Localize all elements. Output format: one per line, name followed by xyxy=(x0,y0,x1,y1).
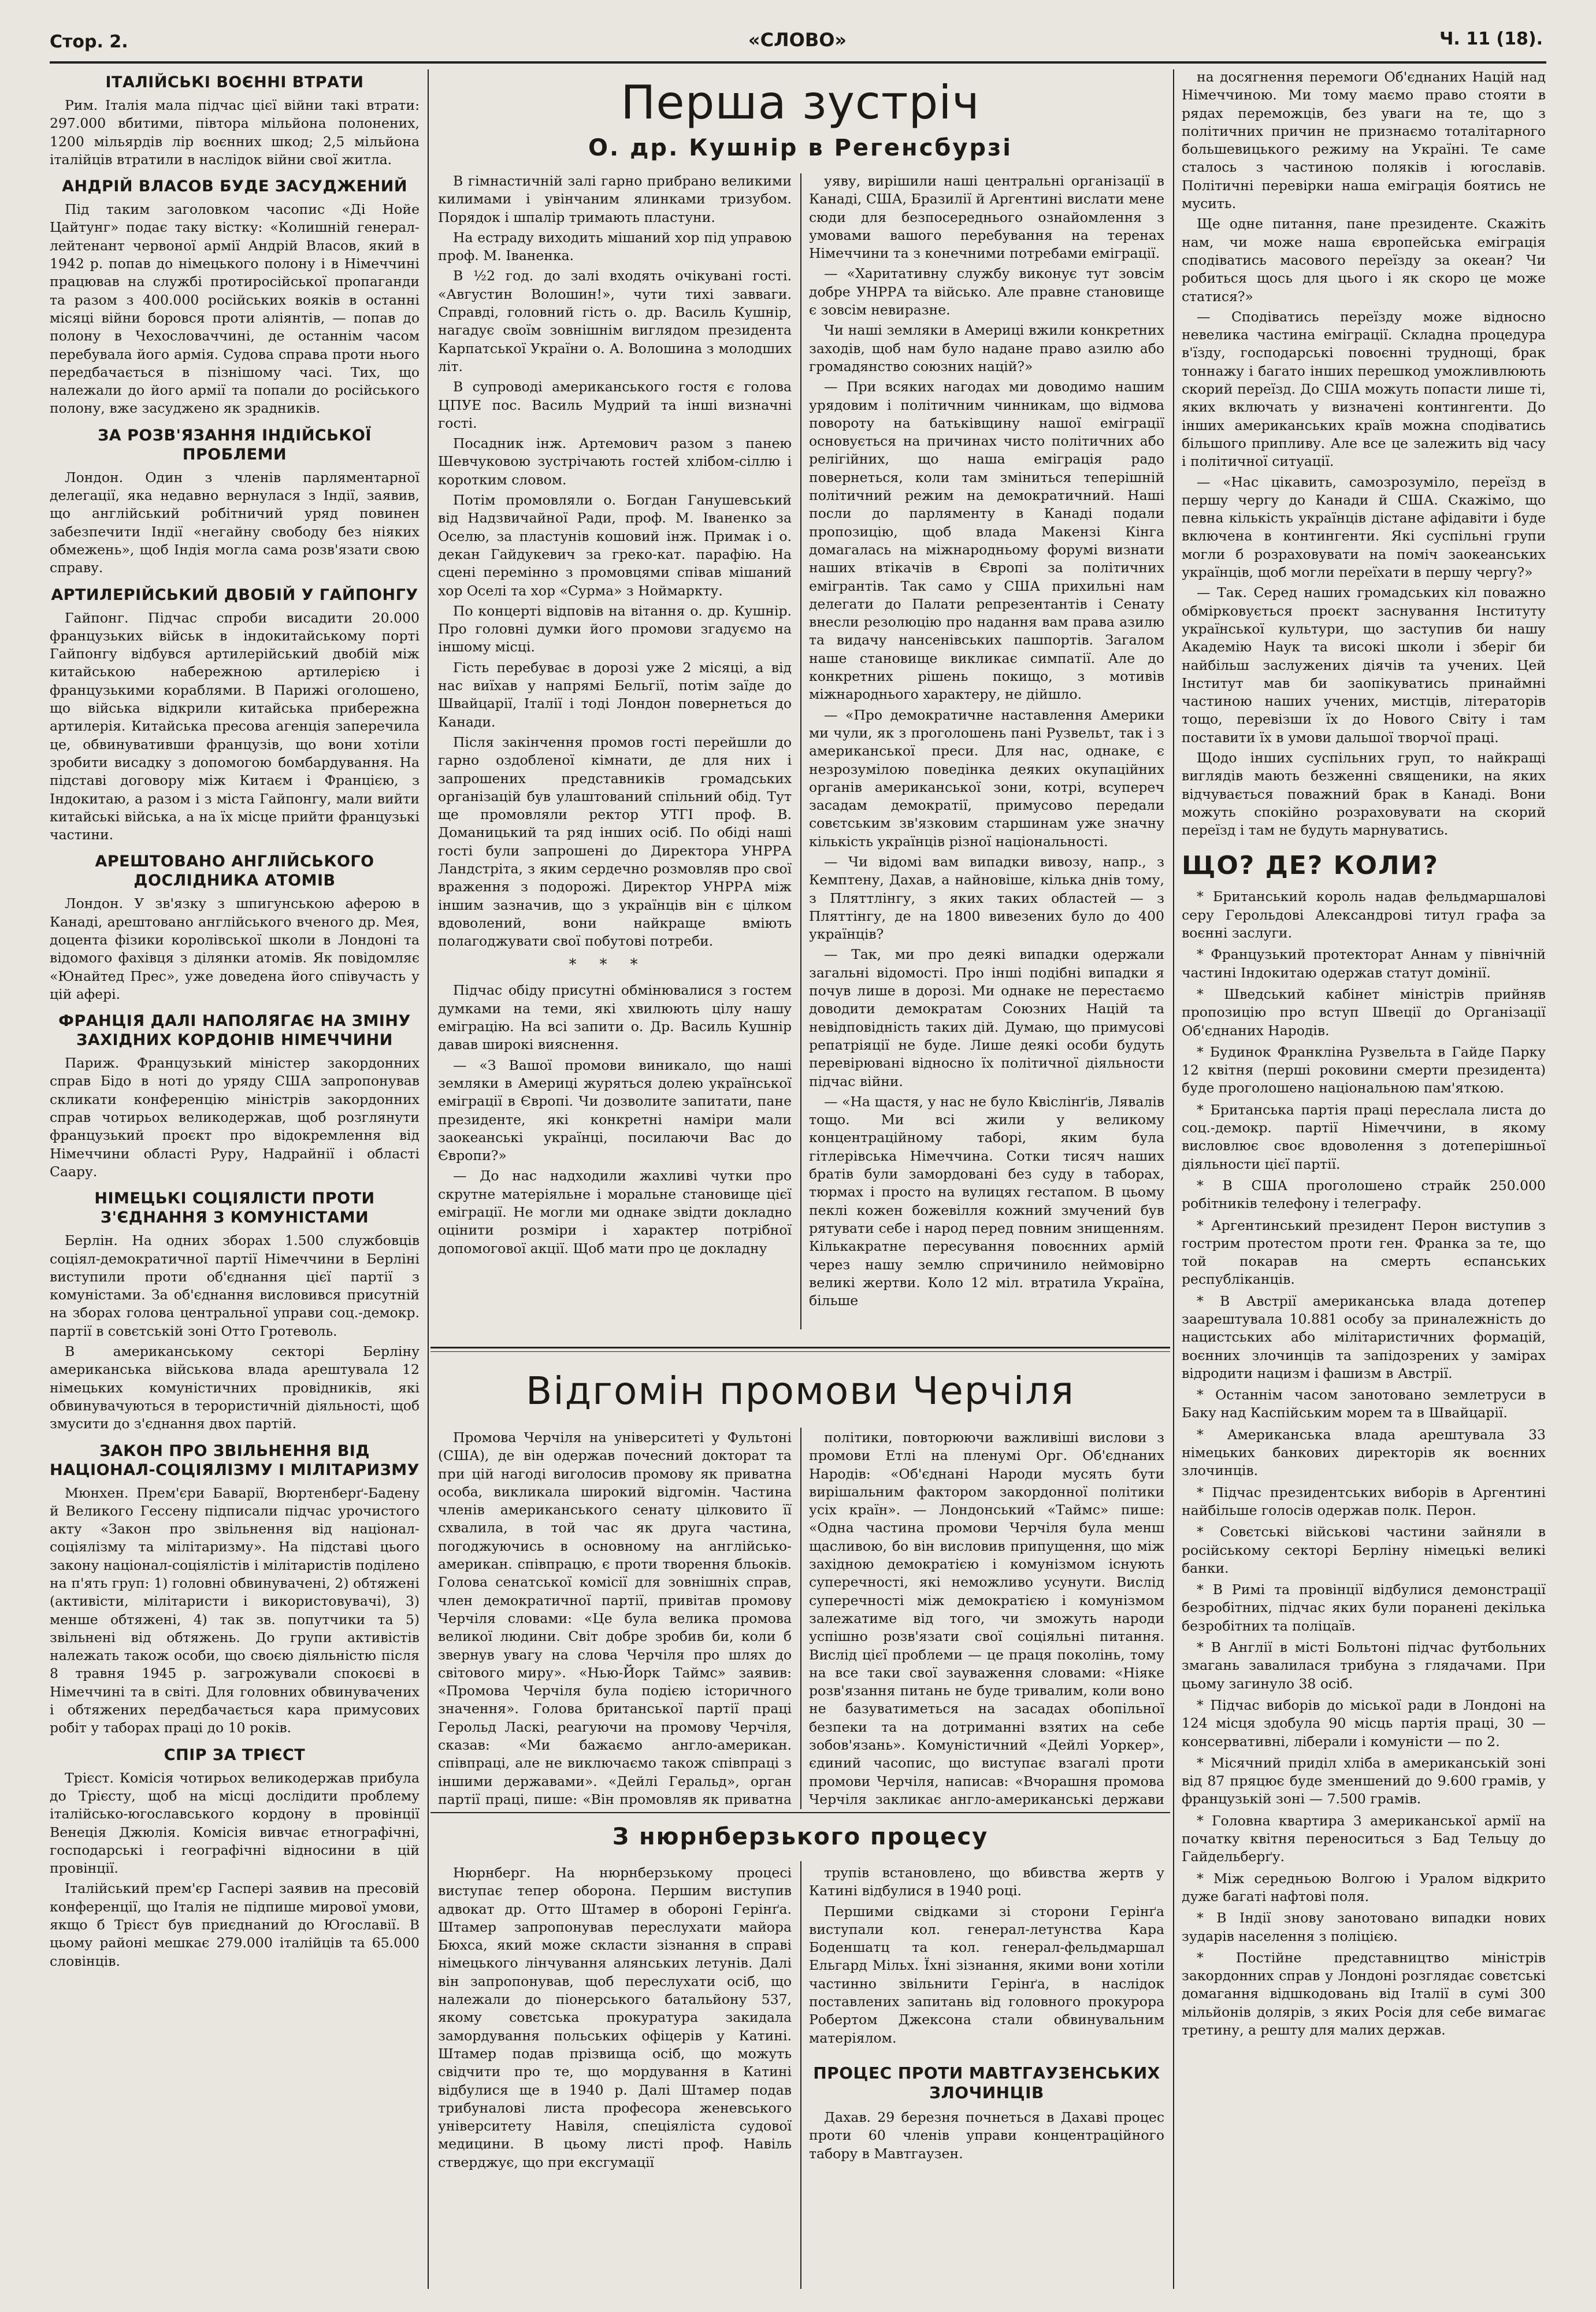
brief-paragraph: Гайпонг. Підчас спроби висадити 20.000 французьких військ в індокитайському порті Гайпонгу відбувся артилерійський двобій між китайською набережною артилерією і французькими кораблями. В Парижі оголошено, що війська відкрили китайська прибережна артилерія. Китайська пресова агенція заперечила це, обвинувативши французів, що вони хотіли зробити висадку з допомогою бомбардування. На підставі договору між Китаєм і Францією, з Індокитаю, а разом і з міста Гайпонгу, мали вийти китайські війська, а на їх місце прийти французькі частини. xyxy=(50,609,420,843)
main-article-continued xyxy=(1182,68,1546,839)
brief-paragraph: Трієст. Комісія чотирьох великодержав прибула до Трієсту, щоб на місці дослідити проблему італійсько-югославського кордону в провінції Венеція Джюлія. Комісія вивчає етнографічні, господарські і географічні відносини в цій провінції. xyxy=(50,1769,420,1877)
news-item: * Французький протекторат Аннам у північній частині Індокитаю одержав статут домінії. xyxy=(1182,946,1546,981)
main-headline: Перша зустріч xyxy=(621,76,980,129)
right-column xyxy=(1182,68,1546,2291)
news-item: * В Римі та провінції відбулися демонстрації безробітних, підчас яких були поранені декілька безробітних та поліцаїв. xyxy=(1182,1581,1546,1634)
brief-headline: АРЕШТОВАНО АНГЛІЙСЬКОГО ДОСЛІДНИКА АТОМІВ xyxy=(95,853,374,890)
column-rule xyxy=(428,69,429,2289)
brief-paragraph: Під таким заголовком часопис «Ді Нойе Цайтунг» подає таку вістку: «Колишній генерал-лейтенант червоної армії Андрій Власов, який в 1942 р. попав до німецького полону і в Німеччині працював на службі протиросійської пропаганди та разом з 400.000 російських вояків в останні місяці війни боровся проти аліянтів, — попав до полону в Чехословаччині, де останнім часом перебувала його армія. Судова справа проти нього передбачається в пізнішому часі. Тих, що належали до його армії та попали до російського полону, вже засуджено як зрадників. xyxy=(50,201,420,417)
churchill-column-a xyxy=(438,1429,792,1810)
churchill-paragraph: політики, повторюючи важливіші вислови з промови Етлі на пленумі Орг. Об'єднаних Народів: «Об'єднані Народи мусять бути вирішальним фактором закордонної політики усіх країн». — Лондонський «Таймс» пише: «Одна частина промови Черчіля була менш щасливою, бо він висловив припущення, що між західною демократією і комунізмом існують суперечності, які неможливо усунути. Вислід суперечності між демократією і комунізмом залежатиме від того, чи зможуть народи успішно розв'язати свої соціяльні питання. Вислід цієї проблеми — це праця поколінь, тому на все таки свої зауваження словами: «Ніяке розв'язання питань не буде тривалим, коли воно не базуватиметься на засадах обопільної безпеки та на дотриманні взятих на себе зобов'язань». Комуністичний «Дейлі Уоркер», єдиний часопис, що виступає взагалі проти промови Черчіля, написав: «Вчорашня промова Черчіля закликає англо-американські держави xyxy=(809,1429,1164,1807)
news-item: * Совєтські військові частини зайняли в російському секторі Берліну німецькі великі банки. xyxy=(1182,1524,1546,1576)
brief-paragraph: Лондон. Один з членів парляментарної делегації, яка недавно вернулася з Індії, заявив, що англійський робітничий уряд повинен забезпечити Індії «негайну свободу без ніяких обмежень», щоб Індія могла сама розв'язати свою справу. xyxy=(50,469,420,576)
page-number: Стор. 2. xyxy=(50,32,128,52)
nuremberg-column-a xyxy=(438,1864,792,2292)
article-paragraph: на досягнення перемоги Об'єднаних Націй над Німеччиною. Ми тому маємо право стояти в рядах переможців, без уваги на те, що з політичних причин не признаємо тоталітарного большевицького режиму на Україні. Те саме сталось з частиною поляків і югославів. Політичні перевірки наша еміграція боятись не мусить. xyxy=(1182,69,1546,212)
article-paragraph: — «Нас цікавить, самозрозуміло, переїзд в першу чергу до Канади й США. Скажімо, що певна кількість українців дістане афідавіти і буде включена в контингенти. Які суспільні групи могли б розраховувати на поміч заокеанських українців, щоб могли переїхати в першу чергу?» xyxy=(1182,473,1546,581)
article-paragraph: — Сподіватись переїзду може відносно невелика частина еміграції. Складна процедура в'їзду, господарські повоєнні труднощі, брак тоннажу і багато інших перешкод уможливлюють скорий переїзд. До США можуть попасти лише ті, яких включать у визначені контингенти. До інших американських країв можна сподіватись більшого припливу. Але все це залежить від часу і політичної ситуації. xyxy=(1182,308,1546,470)
news-item: * Головна квартира 3 американської армії на початку квітня переноситься з Бад Тельцу до Гайдельберґу. xyxy=(1182,1812,1546,1865)
brief-paragraph: Париж. Французький міністер закордонних справ Бідо в ноті до уряду США запропонував скликати конференцію міністрів закордонних справ чотирьох великодержав, щоб розглянути французький проєкт про відокремлення від Німеччини області Руру, Надрайнії і області Сааpу. xyxy=(50,1055,420,1180)
brief-paragraph: Лондон. У зв'язку з шпигунською аферою в Канаді, арештовано англійського вченого др. Мея, доцента фізики королівської школи в Лондоні та відомого фахівця з ділянки атомів. Як повідомляє «Юнайтед Прес», уже доведена його співучасть у цій афері. xyxy=(50,895,420,1002)
brief-paragraph: Рим. Італія мала підчас цієї війни такі втрати: 297.000 вбитими, півтора мільйона полонених, 1200 мільярдів лір воєнних шкод; 2,5 мільйона італійців втратили в наслідок війни свої житла. xyxy=(50,97,420,168)
brief-paragraph: Італійський прем'єр Гаспері заявив на пресовій конференції, що Італія не підпише мирової умови, якщо б Трієст був приєднаний до Югославії. В цьому районі мешкає 279.000 італійців та 65.000 словінців. xyxy=(50,1880,420,1969)
article-paragraph: — Чи відомі вам випадки вивозу, напр., з Кемптену, Дахав, а найновіше, кілька днів тому, з Пляттлінгу, з яких таких областей — з Пляттінгу, де на 1800 вивезених було до 400 українців? xyxy=(809,853,1164,943)
main-article-column-b xyxy=(809,172,1164,1343)
nuremberg-column-b xyxy=(809,1864,1164,2292)
brief-paragraph: Берлін. На одних зборах 1.500 службовців соціял-демократичної партії Німеччини в Берліні виступили проти об'єднання цієї партії з комуністами. За об'єднання висловився присутній на зборах голова центральної управи соц.-демокр. партії в совєтській зоні Отто Гротеволь. xyxy=(50,1232,420,1339)
article-paragraph: По концерті відповів на вітання о. др. Кушнір. Про головні думки його промови згадуємо на іншому місці. xyxy=(438,602,792,655)
section-rule xyxy=(430,1812,1170,1813)
news-item: * Шведський кабінет міністрів прийняв пропозицію про вступ Швеції до Організації Об'єднаних Народів. xyxy=(1182,985,1546,1039)
main-article-column-a xyxy=(438,172,792,1343)
article-paragraph: уяву, вирішили наші центральні організації в Канаді, США, Бразилії й Аргентині вислати мене сюди для безпосереднього ознайомлення з умовами вашого перебування на теренах Німеччини та з конечними потребами еміграції. xyxy=(809,173,1164,262)
brief-headline: НІМЕЦЬКІ СОЦІЯЛІСТИ ПРОТИ З'ЄДНАННЯ З КОМУНІСТАМИ xyxy=(94,1190,375,1227)
article-paragraph: Гість перебуває в дорозі уже 2 місяці, а від нас виїхав у напрямі Бельгії, потім заїде до Швайцарії, Італії і тоді Лондон повернеться до Канади. xyxy=(438,659,792,730)
article-paragraph: Ще одне питання, пане президенте. Скажіть нам, чи може наша європейська еміграція сподіватись масового переїзду за океан? Чи робиться щось для цього і як скоро це може статися?» xyxy=(1182,216,1546,305)
article-paragraph: — «Про демократичне наставлення Америки ми чули, як з проголошень пані Рузвельт, так і з американської преси. Для нас, однаке, є незрозумілою поведінка деяких окупаційних органів американської зони, котрі, всупереч засадам демократії, примусово передали совєтським зв'язковим старшинам уже значну кількість українців різної національності. xyxy=(809,706,1164,850)
article-paragraph: — При всяких нагодах ми доводимо нашим урядовим і політичним чинникам, що відмова повороту на батьківщину нашої еміграції основується на причинах чисто політичних або релігійних, що наша еміграція радо повернеться, коли там зміниться теперішній політичний режим на демократичний. Наші посли до парляменту в Канаді подали пропозицію, щоб влада Макензі Кінга домагалась на міжнародньому форумі визнати наших втікачів в Європі за політичних емігрантів. Так само у США прихильні нам делегати до Палати репрезентантів і Сенату внесли резолюцію про надання вам права азилю та видачу нансенівських пашпортів. Загалом наше становище викликає симпатії. Але до конкретних рішень покищо, з мотивів міжнароднього характеру, не дійшло. xyxy=(809,379,1164,703)
mauthausen-headline: ПРОЦЕС ПРОТИ МАВТГАУЗЕНСЬКИХ ЗЛОЧИНЦІВ xyxy=(813,2063,1160,2102)
section-separator: *** xyxy=(569,956,661,974)
news-item: * Місячний приділ хліба в американській зоні від 87 пряцює буде зменшений до 9.600 грамів, у французькій зоні — 7.500 грамів. xyxy=(1182,1754,1546,1807)
article-paragraph: Після закінчення промов гості перейшли до гарно оздобленої кімнати, де для них і запрошених представників громадських організацій був улаштований спільний обід. Тут ще промовляли ректор УТГІ проф. В. Доманицький та ряд інших осіб. По обіді наші гості були запрошені до Директора УНРРА Ландстріта, з яким сердечно розмовляв про свої враження з подорожі. Директор УНРРА між іншим зазначив, що з українців він є цілком вдоволений, вони найкраще вміють полагоджувати свої побутові потреби. xyxy=(438,733,792,950)
article-paragraph: В супроводі американського гостя є голова ЦПУЕ пос. Василь Мудрий та інші визначні гості. xyxy=(438,379,792,431)
article-paragraph: — Так. Серед наших громадських кіл поважно обмірковується проєкт заснування Інституту української культури, що заступив би нашу Академію Наук та високі школи і зберіг би найбільш заслужених діячів та учених. Цей Інститут мав би заопікуватись принаймні частиною наших учених, мистців, літераторів тощо, перевізши їх до Нового Світу і там поставити їх в умови дальшої творчої праці. xyxy=(1182,584,1546,746)
section-rule xyxy=(430,1351,1170,1352)
news-item: * Між середньою Волгою і Уралом відкрито дуже багаті нафтові поля. xyxy=(1182,1870,1546,1905)
brief-headline: АРТИЛЕРІЙСЬКИЙ ДВОБІЙ У ГАЙПОНГУ xyxy=(51,586,418,604)
news-item: * В Індії знову занотовано випадки нових зударів населення з поліцією. xyxy=(1182,1910,1546,1944)
brief-headline: ФРАНЦІЯ ДАЛІ НАПОЛЯГАЄ НА ЗМІНУ ЗАХІДНИХ КОРДОНІВ НІМЕЧЧИНИ xyxy=(58,1012,411,1050)
nuremberg-headline: З нюрнберзького процесу xyxy=(612,1824,989,1850)
article-paragraph: Підчас обіду присутні обмінювалися з гостем думками на теми, які хвилюють цілу нашу еміграцію. На всі запити о. Др. Василь Кушнір давав широкі вияснення. xyxy=(438,982,792,1053)
article-paragraph: Потім промовляли о. Богдан Ганушевський від Надзвичайної Ради, проф. М. Іваненко за Оселю, за пластунів кошовий інж. Примак і о. декан Гайдукевич за греко-кат. парафію. На сцені перемінно з промовцями співав мішаний хор Оселі та хор «Сурма» з Ноймаркту. xyxy=(438,492,792,599)
brief-paragraph: В американському секторі Берліну американська військова влада арештувала 12 німецьких комуністичних провідників, які обвинувачуються в терористичній діяльності, щоб змусити до з'єднання двох партій. xyxy=(50,1343,420,1432)
column-rule xyxy=(800,1428,801,1809)
nuremberg-paragraph: трупів встановлено, що вбивства жертв у Катині відбулися в 1940 році. xyxy=(809,1865,1164,1899)
news-item: * Американська влада арештувала 33 німецьких банкових директорів як воєнних злочинців. xyxy=(1182,1426,1546,1479)
nuremberg-column-b-text xyxy=(809,1864,1164,2047)
churchill-column-b xyxy=(809,1429,1164,1810)
what-where-when-list xyxy=(1182,888,1546,2039)
column-rule xyxy=(1173,69,1174,2289)
news-item: * Постійне представництво міністрів закордонних справ у Лондоні розглядає совєтські домагання відшкодовань від Італії в сумі 300 мільйонів долярів, з яких Росія для себе вимагає третину, а решту для малих держав. xyxy=(1182,1949,1546,2038)
article-paragraph: — «На щастя, у нас не було Квіслінґів, Лявалів тощо. Ми всі жили у великому концентраційному таборі, яким була гітлерівська Німеччина. Сотки тисяч наших братів були замордовані без суду в таборах, тюрмах і просто на вулицях гестапом. В цьому пеклі кожен божевілля кожний змучений був рятувати себе і народ перед повним знищенням. Кількакратне пересування повоєнних армій через нашу землю спричинило неймовірно великі жертви. Коло 12 міл. втратила Україна, більше xyxy=(809,1093,1164,1309)
article-paragraph: В ½2 год. до залі входять очікувані гості. «Августин Волошин!», чути тихі завваги. Справді, головний гість о. др. Василь Кушнір, нагадує своїм зовнішнім виглядом президента Карпатської України о. А. Волошина з молодших літ. xyxy=(438,268,792,375)
news-item: * Британська партія праці переслала листа до соц.-демокр. партії Німеччини, в якому висловлює своє вдоволення з дотеперішньої діяльности цієї партії. xyxy=(1182,1101,1546,1172)
news-item: * В Англії в місті Больтоні підчас футбольних змагань завалилася трибуна з глядачами. При цьому загинуло 38 осіб. xyxy=(1182,1639,1546,1692)
news-item: * Підчас виборів до міської ради в Лондоні на 124 місця здобула 90 місць партія праці, 30 — консервативні, ліберали і комуністи — по 2. xyxy=(1182,1696,1546,1750)
nuremberg-paragraph: Нюрнберг. На нюрнберзькому процесі виступає тепер оборона. Першим виступив адвокат др. Отто Штамер в обороні Герінґа. Штамер запропонував переслухати майора Бюхса, який може скласти зізнання в справі німецького лінчування алянських летунів. Далі він запропонував, щоб переслухати осіб, що належали до піонерського батальйону 537, якому совєтська прокуратура закидала замордування польських офіцерів у Катині. Штамер подав прізвища осіб, що можуть свідчити про те, що мордування в Катині відбулися ще в 1940 р. Далі Штамер подав трибуналові листа професора женевського університету Навіля, спеціяліста судової медицини. В цьому листі проф. Навіль стверджує, що при ексгумації xyxy=(438,1865,792,2170)
article-paragraph: Посадник інж. Артемович разом з панею Шевчуковою зустрічають гостей хлібом-сіллю і коротким словом. xyxy=(438,435,792,488)
news-item: * Останнім часом занотовано землетруси в Баку над Каспійським морем та в Швайцарії. xyxy=(1182,1387,1546,1421)
news-briefs-column xyxy=(50,65,420,2290)
news-item: * Аргентинський президент Перон виступив з гострим протестом проти ген. Франка за те, що той покарав на смерть еспанських республіканців. xyxy=(1182,1217,1546,1288)
article-paragraph: — До нас надходили жахливі чутки про скрутне матеріяльне і моральне становище цієї еміграції. Не могли ми однаке звідти докладно оцінити розміри і характер потрібної допомогової акції. Щоб мати про це докладну xyxy=(438,1168,792,1257)
news-item: * Британський король надав фельдмаршалові серу Герольдові Александрові титул графа за воєнні заслуги. xyxy=(1182,888,1546,942)
news-item: * В США проголошено страйк 250.000 робітників телефону і телеграфу. xyxy=(1182,1177,1546,1212)
article-paragraph: — «З Вашої промови виникало, що наші земляки в Америці журяться долею української еміграції в Європі. Чи дозволите запитати, пане президенте, які конкретні наміри мали заокеанські українці, посилаючи Вас до Європи?» xyxy=(438,1057,792,1164)
news-item: * Підчас президентських виборів в Аргентині найбільше голосів одержав полк. Перон. xyxy=(1182,1484,1546,1518)
issue-number: Ч. 11 (18). xyxy=(1439,29,1543,49)
news-item: * Будинок Франкліна Рузвельта в Гайде Парку 12 квітня (перші роковини смерти президента) буде проголошено національною пам'яткою. xyxy=(1182,1043,1546,1096)
brief-headline: ІТАЛІЙСЬКІ ВОЄННІ ВТРАТИ xyxy=(105,73,364,91)
article-paragraph: — Так, ми про деякі випадки одержали загальні відомості. Про інші подібні випадки я почув лише в дорозі. Ми однаке не перестаємо доводити демократам Союзних Націй та невідповідність таких дій. Думаю, що примусові репатріяції не буде. Лише деякі особи будуть перевірювані відносно їх політичної діяльности підчас війни. xyxy=(809,946,1164,1090)
column-rule xyxy=(800,1861,801,2289)
brief-headline: СПІР ЗА ТРІЄСТ xyxy=(164,1746,306,1764)
churchill-paragraph: Промова Черчіля на університеті у Фультоні (США), де він одержав почесний докторат та при цій нагоді виголосив промову як приватна особа, викликала широкий відгомін. Частина членів американського сенату цілковито її схвалила, в той час як друга частина, погоджуючись в основному на англійсько-американ. співпрацю, є проти творення бльоків. Голова сенатської комісії для зовнішніх справ, член демократичної партії, привітав промову Черчіля словами: «Це була велика промова великої людини. Світ добре зробив би, коли б звернув увагу на слова Черчіля про шлях до світового миру». «Нью-Йорк Таймс» заявив: «Промова Черчіля була подією історичного значення». Голова британської партії праці Герольд Ласкі, реагуючи на промову Черчіля, сказав: «Ми бажаємо англо-американ. співпраці, але не виключаємо також співпраці з іншими державами». «Дейлі Геральд», орган партії праці, пише: «Він промовляв як приватна xyxy=(438,1429,792,1807)
article-paragraph: В гімнастичній залі гарно прибрано великими килимами і увінчаним ялинками тризубом. Порядок і шпалір тримають пластуни. xyxy=(438,173,792,225)
mauthausen-paragraph: Дахав. 29 березня почнеться в Дахаві процес проти 60 членів управи концентраційного табору в Мавтгаузен. xyxy=(809,2109,1164,2162)
column-rule xyxy=(800,173,801,1329)
brief-headline: ЗА РОЗВ'ЯЗАННЯ ІНДІЙСЬКОЇ ПРОБЛЕМИ xyxy=(98,426,372,464)
section-rule xyxy=(430,1347,1170,1348)
brief-paragraph: Мюнхен. Прем'єри Баварії, Вюртенберґ-Бадену й Великого Гессену підписали підчас урочистого акту «Закон про звільнення від націонал-соціялізму та мілітаризму». На підставі цього закону націонал-соціялістів і мілітаристів поділено на п'ять груп: 1) головні обвинувачені, 2) обтяжені (активісти, мілітаристи і використовувачі), 3) менше обтяжені, 4) так зв. попутчики та 5) звільнені від обтяжень. До групи активістів належать також особи, що своєю діяльністю після 8 травня 1945 р. загрожували спокоєві в Німеччині та в світі. Для головних обвинувачених і обтяжених передбачається кара примусових робіт у таборах праці до 10 років. xyxy=(50,1484,420,1736)
article-paragraph: Чи наші земляки в Америці вжили конкретних заходів, щоб нам було надане право азилю або громадянство союзних націй?» xyxy=(809,322,1164,375)
main-subheadline: О. др. Кушнір в Регенсбурзі xyxy=(588,135,1012,161)
churchill-headline: Відгомін промови Черчіля xyxy=(526,1369,1075,1413)
nuremberg-paragraph: Першими свідками зі сторони Герінґа виступали кол. генерал-летунства Кара Боденшатц та кол. генерал-фельдмаршал Ельгард Мільх. Їхні зізнання, якими вони хотіли частинно звільнити Герінґа, в наслідок поставлених запитань від головного прокурора Робертом Джексона стали обвинувальним матеріялом. xyxy=(809,1903,1164,2046)
article-paragraph: На естраду виходить мішаний хор під управою проф. М. Іваненка. xyxy=(438,229,792,264)
what-where-when-title: ЩО? ДЕ? КОЛИ? xyxy=(1182,851,1439,881)
article-paragraph: — «Харитативну службу виконує тут зовсім добре УНРРА та військо. Але правне становище є зовсім невиразне. xyxy=(809,265,1164,318)
brief-headline: ЗАКОН ПРО ЗВІЛЬНЕННЯ ВІД НАЦІОНАЛ-СОЦІЯЛІЗМУ І МІЛІТАРИЗМУ xyxy=(50,1442,420,1479)
news-item: * В Австрії американська влада дотепер заарештувала 10.881 особу за приналежність до нацистських або мілітаристичних формацій, воєнних злочинців та запідозрених у замірах відродити нацизм і фашизм в Австрії. xyxy=(1182,1292,1546,1381)
newspaper-title: «СЛОВО» xyxy=(748,29,847,51)
header-rule xyxy=(50,61,1546,64)
brief-headline: АНДРІЙ ВЛАСОВ БУДЕ ЗАСУДЖЕНИЙ xyxy=(62,177,407,196)
article-paragraph: Щодо інших суспільних груп, то найкращі виглядів мають безженні священики, на яких відчувається поважний брак в Канаді. Вони можуть спокійно розраховувати на скорий переїзд і там не будуть марнуватись. xyxy=(1182,749,1546,839)
